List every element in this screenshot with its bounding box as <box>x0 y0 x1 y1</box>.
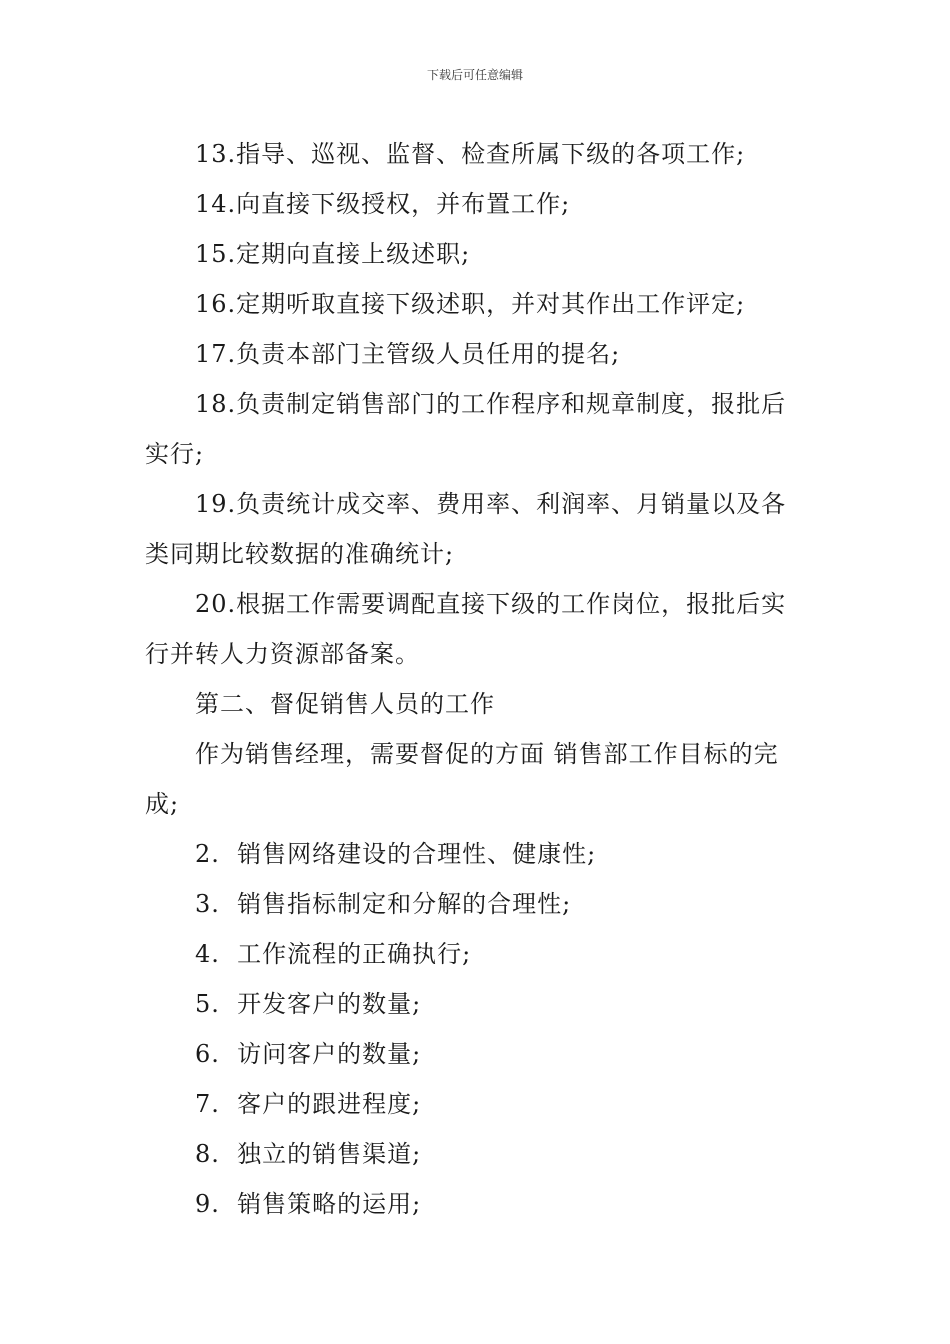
paragraph-19: 19.负责统计成交率、费用率、利润率、月销量以及各类同期比较数据的准确统计; <box>145 490 787 568</box>
list-item-8: 8. 独立的销售渠道; <box>195 1140 422 1168</box>
paragraph-20: 20.根据工作需要调配直接下级的工作岗位，报批后实行并转人力资源部备案。 <box>145 590 787 668</box>
list-item-3: 3. 销售指标制定和分解的合理性; <box>195 890 572 918</box>
paragraph-16: 16.定期听取直接下级述职，并对其作出工作评定; <box>195 290 746 318</box>
list-item-2: 2. 销售网络建设的合理性、健康性; <box>195 840 597 868</box>
list-item-4: 4. 工作流程的正确执行; <box>195 940 472 968</box>
list-item-7: 7. 客户的跟进程度; <box>195 1090 422 1118</box>
paragraph-18: 18.负责制定销售部门的工作程序和规章制度，报批后实行; <box>145 390 787 468</box>
paragraph-15: 15.定期向直接上级述职; <box>195 240 471 268</box>
list-item-9: 9. 销售策略的运用; <box>195 1190 422 1218</box>
paragraph-14: 14.向直接下级授权，并布置工作; <box>195 190 571 218</box>
document-body <box>145 129 810 1229</box>
paragraph-13: 13.指导、巡视、监督、检查所属下级的各项工作; <box>195 140 746 168</box>
list-item-6: 6. 访问客户的数量; <box>195 1040 422 1068</box>
list-item-5: 5. 开发客户的数量; <box>195 990 422 1018</box>
paragraph-17: 17.负责本部门主管级人员任用的提名; <box>195 340 621 368</box>
section-heading: 第二、督促销售人员的工作 <box>195 690 495 718</box>
page-header-note: 下载后可任意编辑 <box>426 68 523 82</box>
paragraph-intro: 作为销售经理，需要督促的方面 销售部工作目标的完成; <box>145 740 779 818</box>
